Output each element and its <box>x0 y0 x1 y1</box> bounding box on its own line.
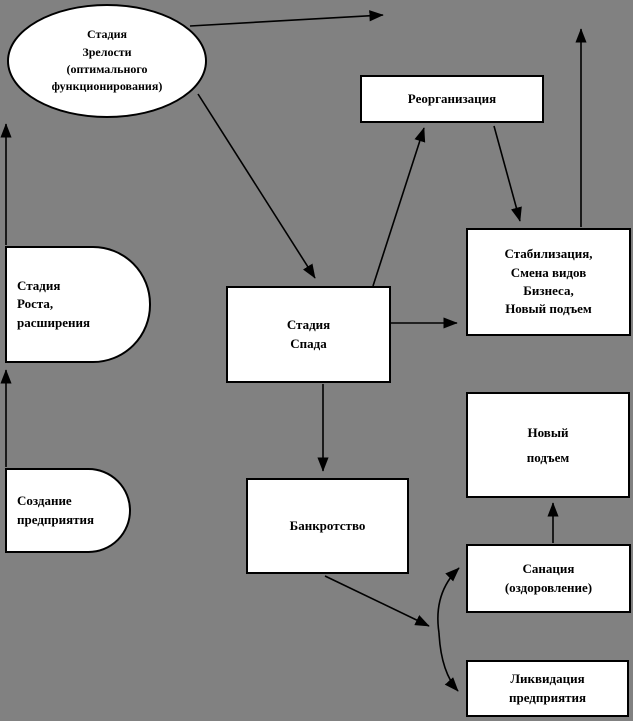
node-maturity-line: Зрелости <box>82 44 132 59</box>
node-stabilization-line: Стабилизация, <box>504 246 593 262</box>
node-maturity-line: функционирования) <box>51 79 163 94</box>
node-sanation-line: Санация <box>522 561 575 577</box>
node-sanation <box>466 544 631 613</box>
node-decline-line: Стадия <box>286 317 331 333</box>
arrow-junction-to-sanation <box>438 568 459 633</box>
node-stabilization-line: Смена видов <box>510 264 587 280</box>
node-new-rise-line: подъем <box>526 450 570 465</box>
node-reorganization-label: Реорганизация <box>407 90 497 106</box>
node-liquidation <box>466 660 629 717</box>
node-new-rise-line: Новый <box>527 424 569 440</box>
node-creation-line: Создание <box>17 493 72 509</box>
node-maturity-stage <box>7 4 207 118</box>
arrow-reorganization-to-stabilization <box>494 126 520 221</box>
node-stabilization-line: Бизнеса, <box>523 283 574 298</box>
node-creation-line: предприятия <box>17 511 95 527</box>
node-bankruptcy-label: Банкротство <box>289 517 366 533</box>
node-decline-line: Спада <box>290 335 327 351</box>
node-growth-line: Стадия <box>17 277 61 293</box>
node-stabilization <box>466 228 631 336</box>
node-growth-stage <box>5 246 151 363</box>
arrow-maturity-to-decline <box>198 94 315 278</box>
node-new-rise <box>466 392 630 498</box>
node-stabilization-line: Новый подъем <box>505 301 592 317</box>
node-liquidation-line: Ликвидация <box>510 671 585 687</box>
arrow-bankruptcy-to-junction <box>325 576 429 626</box>
arrow-junction-to-liquidation <box>439 633 458 691</box>
node-reorganization <box>360 75 544 123</box>
node-creation <box>5 468 131 553</box>
node-maturity-line: (оптимального <box>66 62 148 76</box>
arrow-decline-to-reorganization <box>373 128 424 286</box>
node-sanation-line: (оздоровление) <box>504 579 593 595</box>
arrow-maturity-exit-right <box>190 15 383 26</box>
node-decline-stage <box>226 286 391 383</box>
node-growth-line: Роста, <box>17 296 54 312</box>
node-growth-line: расширения <box>17 314 90 330</box>
node-liquidation-line: предприятия <box>508 689 587 705</box>
node-bankruptcy <box>246 478 409 574</box>
node-maturity-line: Стадия <box>86 27 128 42</box>
